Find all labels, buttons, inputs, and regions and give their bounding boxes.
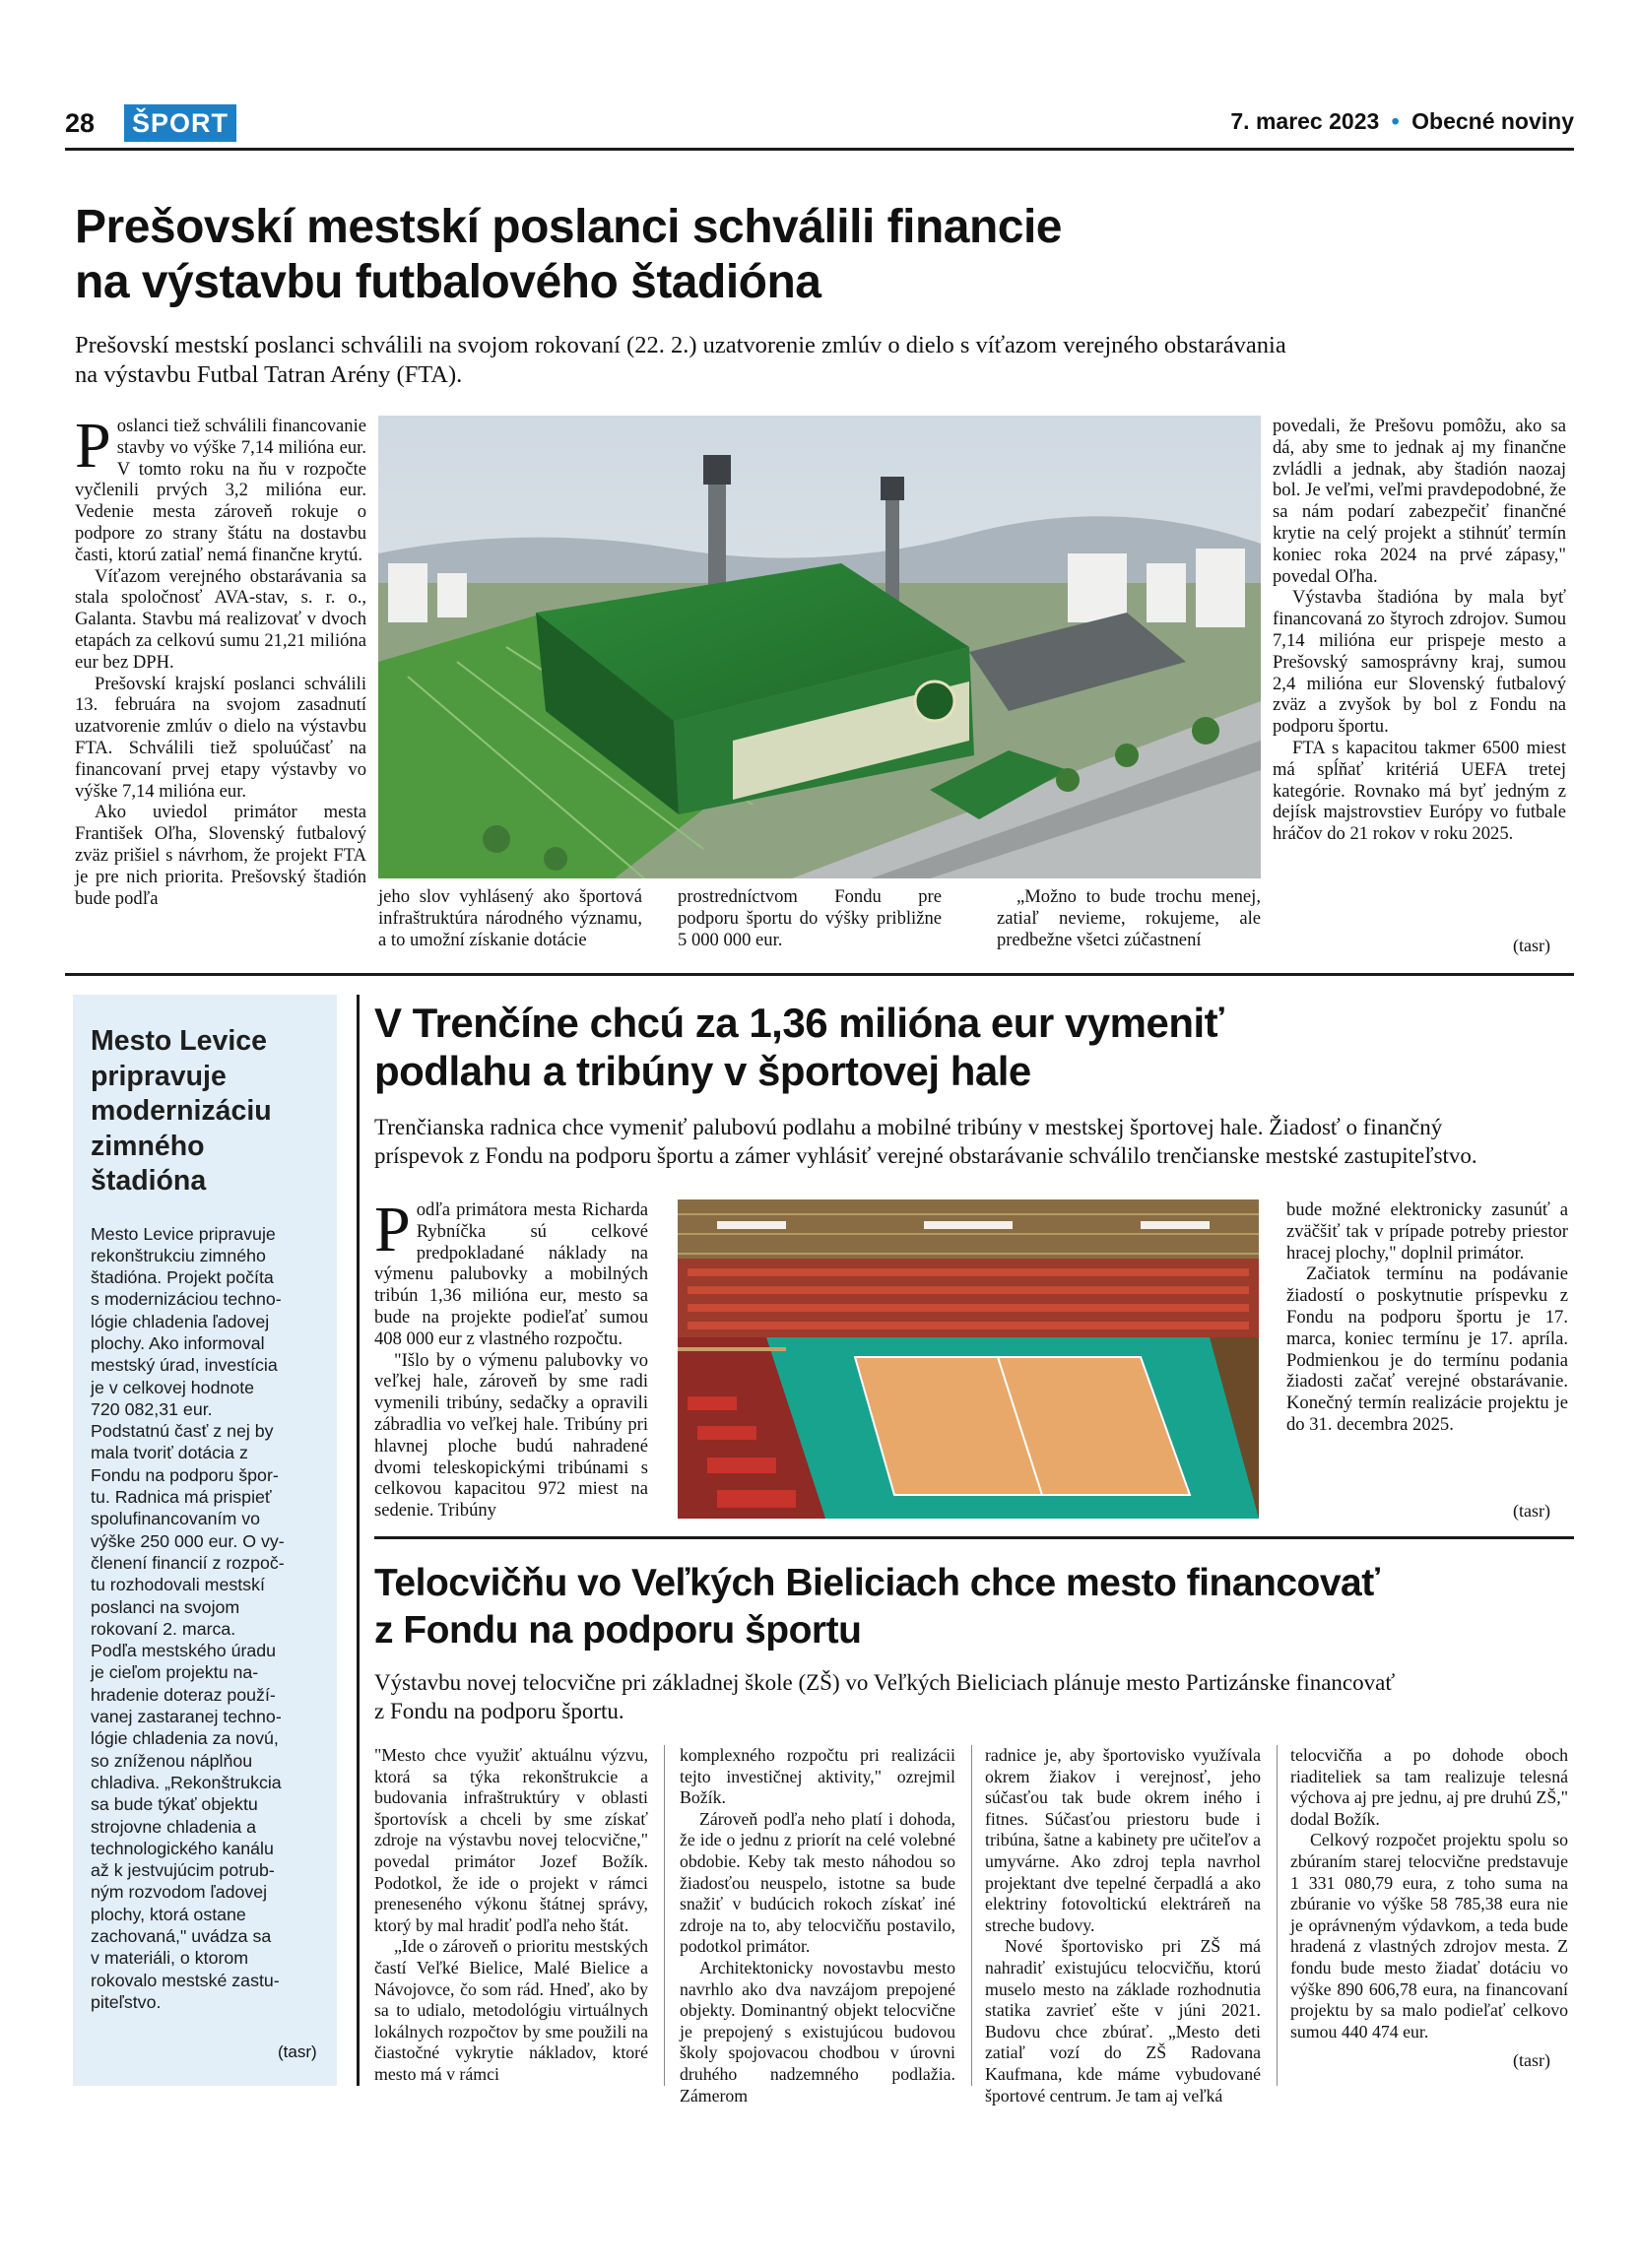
article1-paragraph: oslanci tiež schválili financovanie stavby vo výške 7,14 milióna eur. V tomto roku na ňu v rozpočte vyčlenili prvých 3,2 milióna eur. Vedenie mesta zároveň rokuje o podpore zo strany štátu na dostavbu časti, ktorú zatiaľ nemá finančne krytú. (75, 416, 366, 565)
article3-col4 (1290, 1745, 1568, 2042)
article3-paragraph: Celkový rozpočet projektu spolu so zbúraním starej telocvične predstavuje 1 331 080,79 eura, z toho suma na zbúranie vo výške 58 785,38 eura nie je oprávneným výdavkom, a teda bude hradená z vlastných zdrojov mesta. Z fondu bude mesto žiadať dotáciu vo výške 890 606,78 eura, na financovaní projektu by sa malo podieľať celkovo sumou 440 474 eur. (1290, 1830, 1568, 2041)
sidebar-text-line: zachovaná," uvádza sa (91, 1926, 272, 1946)
sidebar-text-line: tu rozhodovali mestskí (91, 1575, 265, 1595)
article2-title-line2: podlahu a tribúny v športovej hale (374, 1048, 1031, 1094)
article3-col2 (680, 1745, 955, 2106)
stadium-illustration (378, 416, 1261, 878)
article2-paragraph: Začiatok termínu na podávanie žiadostí o poskytnutie príspevku z Fondu na podporu športu je 17. marca, koniec termínu je 17. apríla. Podmienkou je do termínu podania žiadosti začať verejné obstarávanie. Konečný termín realizácie projektu je do 31. decembra 2025. (1286, 1264, 1568, 1435)
sidebar-text-line: členení financií z rozpoč- (91, 1552, 285, 1573)
sidebar-text-line: poslanci na svojom (91, 1596, 240, 1617)
page-header (65, 98, 1574, 150)
issue-date: 7. marec 2023 (1230, 108, 1380, 134)
hall-illustration (678, 1199, 1259, 1519)
header-rule (65, 148, 1574, 151)
sidebar-text-line: mala tvoriť dotácia z (91, 1443, 248, 1463)
sidebar-text-line: rekonštrukciu zimného (91, 1245, 266, 1265)
article1-title-line1: Prešovskí mestskí poslanci schválili financie (75, 201, 1062, 253)
section-label: ŠPORT (124, 104, 236, 142)
header-right (1230, 108, 1574, 135)
sidebar-title-line: zimného (91, 1130, 205, 1162)
article1-col4 (997, 886, 1261, 950)
article3-source: (tasr) (1513, 2050, 1550, 2070)
article1-dropcap: P (75, 410, 111, 482)
sidebar-text-line: piteľstvo. (91, 1991, 162, 2012)
article1-lead-line2: na výstavbu Futbal Tatran Arény (FTA). (75, 361, 463, 388)
article1-paragraph: Víťazom verejného obstarávania sa stala spoločnosť AVA-stav, s. r. o., Galanta. Stavbu má realizovať v dvoch etapách za celkovú sumu 21,21 milióna eur bez DPH. (75, 565, 366, 673)
article1-paragraph: prostredníctvom Fondu pre podporu športu do výšky približne 5 000 000 eur. (678, 886, 942, 950)
article2-title-line1: V Trenčíne chcú za 1,36 milióna eur vymeniť (374, 1000, 1224, 1046)
bullet-separator: • (1391, 108, 1400, 134)
article1-bottom-rule (65, 973, 1574, 976)
sidebar-box (73, 995, 337, 2086)
article2-col2 (1286, 1199, 1568, 1436)
sidebar-text-line: tu. Radnica má prispieť (91, 1487, 272, 1508)
sidebar-text-line: mestský úrad, investícia (91, 1355, 278, 1376)
sidebar-text-line: technologického kanálu (91, 1838, 274, 1858)
article3-lead-line1: Výstavbu novej telocvične pri základnej škole (ZŠ) vo Veľkých Bieliciach plánuje mesto Partizánske financovať (374, 1670, 1396, 1695)
sidebar-title-line: modernizáciu (91, 1095, 272, 1127)
stadium-render-image (378, 416, 1261, 878)
article2-title (374, 999, 1571, 1095)
sidebar-divider (357, 995, 360, 2086)
sidebar-text-line: hradenie doteraz použí- (91, 1684, 276, 1705)
article3-divider3 (1277, 1745, 1278, 2086)
article3-paragraph: "Mesto chce využiť aktuálnu výzvu, ktorá sa týka rekonštrukcie a budovania infraštruktúry v oblasti športovísk a chceli by sme získať zdroje na výstavbu novej telocvične," povedal primátor Jozef Božík. Podotkol, že ide o projekt v rámci preneseného výkonu štátnej správy, ktorý by mal hradiť podľa neho štát. (374, 1745, 648, 1935)
article3-paragraph: radnice je, aby športovisko využívala okrem žiakov i verejnosť, jeho súčasťou tak bude okrem iného i fitnes. Súčasťou priestoru bude i tribúna, šatne a kabinety pre učiteľov a umyvárne. Ako zdroj tepla navrhol projektant dve tepelné čerpadlá a ako elektriny fotovoltickú elektráreň na streche budovy. (985, 1745, 1261, 1935)
article3-col1 (374, 1745, 648, 2086)
article3-title (374, 1560, 1571, 1654)
article2-paragraph: "Išlo by o výmenu palubovky vo veľkej hale, zároveň by sme radi vymenili tribúny, sedačky a opravili zábradlia vo veľkej hale. Tribúny pri hlavnej ploche budú nahradené dvomi teleskopickými tribúnami s celkovou kapacitou 972 miest na sedenie. Tribúny (374, 1349, 648, 1522)
sidebar-text-line: štadióna. Projekt počíta (91, 1267, 274, 1288)
sidebar-text-line: 720 082,31 eur. (91, 1398, 213, 1419)
article2-lead (374, 1113, 1571, 1170)
sidebar-text-line: je v celkovej hodnote (91, 1377, 255, 1397)
article1-paragraph: Výstavba štadióna by mala byť financovaná zo štyroch zdrojov. Sumou 7,14 milióna eur prispeje mesto a Prešovský samosprávny kraj, sumou 2,4 milióna eur Slovenský futbalový zväz a zvyšok by bol z Fondu na podporu športu. (1273, 587, 1566, 738)
sidebar-text-line: spolufinancovaním vo (91, 1509, 260, 1529)
sidebar-text-line: so zníženou náplňou (91, 1750, 253, 1771)
article1-lead (75, 331, 1572, 390)
article3-lead (374, 1668, 1571, 1725)
sports-hall-image (678, 1199, 1259, 1519)
article3-paragraph: Zároveň podľa neho platí i dohoda, že ide o jednu z priorít na celé volebné obdobie. Keby tak mesto náhodou so žiadosťou neuspelo, istotne sa bude snažiť v budúcich rokoch získať iné zdroje na to, aby telocvičňu postavilo, podotkol primátor. (680, 1808, 955, 1957)
article1-col5 (1273, 416, 1566, 845)
article2-dropcap: P (374, 1194, 411, 1265)
sidebar-text-line: Podstatnú časť z nej by (91, 1421, 274, 1442)
article1-col3 (678, 886, 942, 950)
sidebar-text-line: s modernizáciou techno- (91, 1289, 282, 1310)
article1-paragraph: „Možno to bude trochu menej, zatiaľ nevieme, rokujeme, ale predbežne všetci zúčastnení (997, 886, 1261, 950)
sidebar-text-line: je cieľom projektu na- (91, 1662, 259, 1683)
sidebar-text-line: lógie chladenia za novú, (91, 1728, 279, 1749)
sidebar-text-line: v materiáli, o ktorom (91, 1948, 249, 1969)
article1-paragraph: FTA s kapacitou takmer 6500 miest má spĺňať kritériá UEFA tretej kategórie. Rovnako má byť jedným z dejísk majstrovstiev Európy vo futbale hráčov do 21 rokov v roku 2025. (1273, 737, 1566, 845)
article3-paragraph: telocvičňa a po dohode oboch riaditeliek sa tam realizuje telesná výchova aj pre jednu, aj pre druhú ZŠ," dodal Božík. (1290, 1745, 1568, 1829)
article3-paragraph: „Ide o zároveň o prioritu mestských častí Veľké Bielice, Malé Bielice a Návojovce, čo som rád. Hneď, ako by sa to udialo, metodológiu virtuálnych lokálnych rozpočtov by sme použili na čiastočné vykrytie nákladov, ktoré mesto má v rámci (374, 1936, 648, 2084)
article1-col2 (378, 886, 642, 950)
article3-col3 (985, 1745, 1261, 2106)
article2-paragraph: odľa primátora mesta Richarda Rybníčka sú celkové predpokladané náklady na výmenu palubovky a mobilných tribún 1,36 milióna eur, mesto sa bude na projekte podieľať sumou 408 000 eur z vlastného rozpočtu. (374, 1199, 648, 1349)
sidebar-text-line: rokovalo mestské zastu- (91, 1970, 280, 1990)
article1-paragraph: Prešovskí krajskí poslanci schválili 13. februára na svojom zasadnutí uzatvorenie zmlúv o dielo na výstavbu FTA. Schválili tiež spoluúčasť na financovaní prvej etapy výstavby vo výške 7,14 milióna eur. (75, 673, 366, 802)
paper-name: Obecné noviny (1411, 108, 1574, 134)
article2-col1 (374, 1194, 648, 1522)
sidebar-source: (tasr) (278, 2042, 317, 2061)
page-number: 28 (65, 108, 96, 138)
sidebar-text-line: ným rozvodom ľadovej (91, 1882, 268, 1903)
article3-paragraph: Architektonicky novostavbu mesto navrhlo ako dva navzájom prepojené objekty. Dominantný objekt telocvične je prepojený s existujúcou budovou školy spojovacou chodbou v úrovni druhého nadzemného podlažia. Zámerom (680, 1957, 955, 2106)
article3-title-line2: z Fondu na podporu športu (374, 1609, 862, 1652)
sidebar-text-line: Podľa mestského úradu (91, 1641, 277, 1661)
article2-bottom-rule (374, 1536, 1574, 1539)
sidebar-text-line: plochy. Ako informoval (91, 1332, 265, 1353)
sidebar-title (91, 1024, 323, 1199)
sidebar-title-line: pripravuje (91, 1060, 227, 1092)
sidebar-text-line: Mesto Levice pripravuje (91, 1223, 276, 1244)
sidebar-text-line: chladiva. „Rekonštrukcia (91, 1772, 282, 1792)
article1-paragraph: jeho slov vyhlásený ako športová infraštruktúra národného významu, a to umožní získanie dotácie (378, 886, 642, 950)
article3-divider1 (664, 1745, 665, 2086)
sidebar-text-line: rokovaní 2. marca. (91, 1618, 236, 1639)
sidebar-text-line: lógie chladenia ľadovej (91, 1311, 270, 1331)
article2-lead-line1: Trenčianska radnica chce vymeniť palubovú podlahu a mobilné tribúny v mestskej športovej hale. Žiadosť o finančný (374, 1115, 1443, 1139)
sidebar-text (91, 1223, 323, 2014)
sidebar-title-line: štadióna (91, 1165, 207, 1197)
article2-lead-line2: príspevok z Fondu na podporu športu a zámer vyhlásiť verejné obstarávanie schválilo trenčianske mestské zastupiteľstvo. (374, 1143, 1477, 1168)
article3-title-line1: Telocvičňu vo Veľkých Bieliciach chce mesto financovať (374, 1562, 1380, 1604)
article3-paragraph: Nové športovisko pri ZŠ má nahradiť existujúcu telocvičňu, ktorú muselo mesto na základe rozhodnutia statika zavrieť ešte v júni 2021. Budovu chce zbúrať. „Mesto deti zatiaľ vozí do ZŠ Radovana Kaufmana, kde máme vybudované športové centrum. Je tam aj veľká (985, 1936, 1261, 2106)
article3-divider2 (971, 1745, 972, 2086)
article1-lead-line1: Prešovskí mestskí poslanci schválili na svojom rokovaní (22. 2.) uzatvorenie zmlúv o dielo s víťazom verejného obstarávania (75, 332, 1286, 358)
sidebar-text-line: plochy, ktorá ostane (91, 1904, 246, 1924)
article1-col1 (75, 410, 366, 965)
article2-paragraph: bude možné elektronicky zasunúť a zväčšiť tak v prípade potreby priestor hracej plochy," doplnil primátor. (1286, 1199, 1568, 1264)
article3-lead-line2: z Fondu na podporu športu. (374, 1699, 624, 1723)
sidebar-title-line: Mesto Levice (91, 1025, 267, 1057)
sidebar-text-line: výške 250 000 eur. O vy- (91, 1530, 285, 1551)
article1-source: (tasr) (1513, 936, 1550, 955)
sidebar-text-line: strojovne chladenia a (91, 1816, 257, 1837)
sidebar-text-line: Fondu na podporu špor- (91, 1464, 279, 1485)
sidebar-text-line: až k jestvujúcim potrub- (91, 1860, 275, 1881)
sidebar-text-line: sa bude týkať objektu (91, 1794, 258, 1815)
article3-paragraph: komplexného rozpočtu pri realizácii tejto investičnej aktivity," ozrejmil Božík. (680, 1745, 955, 1808)
article2-source: (tasr) (1513, 1501, 1550, 1521)
sidebar-text-line: vanej zastaranej techno- (91, 1707, 282, 1727)
article1-title-line2: na výstavbu futbalového štadióna (75, 256, 821, 308)
article1-title (75, 200, 1572, 310)
article1-paragraph: povedali, že Prešovu pomôžu, ako sa dá, aby sme to jednak aj my finančne zvládli a jednak, aby štadión naozaj bol. Je veľmi, veľmi pravdepodobné, že sa nám podarí zabezpečiť finančné krytie na celý projekt a stihnúť termín koniec roka 2024 na prvé zápasy," povedal Oľha. (1273, 416, 1566, 587)
article1-paragraph: Ako uviedol primátor mesta František Oľha, Slovenský futbalový zväz prišiel s návrhom, že projekt FTA je pre nich priorita. Prešovský štadión bude podľa (75, 802, 366, 909)
